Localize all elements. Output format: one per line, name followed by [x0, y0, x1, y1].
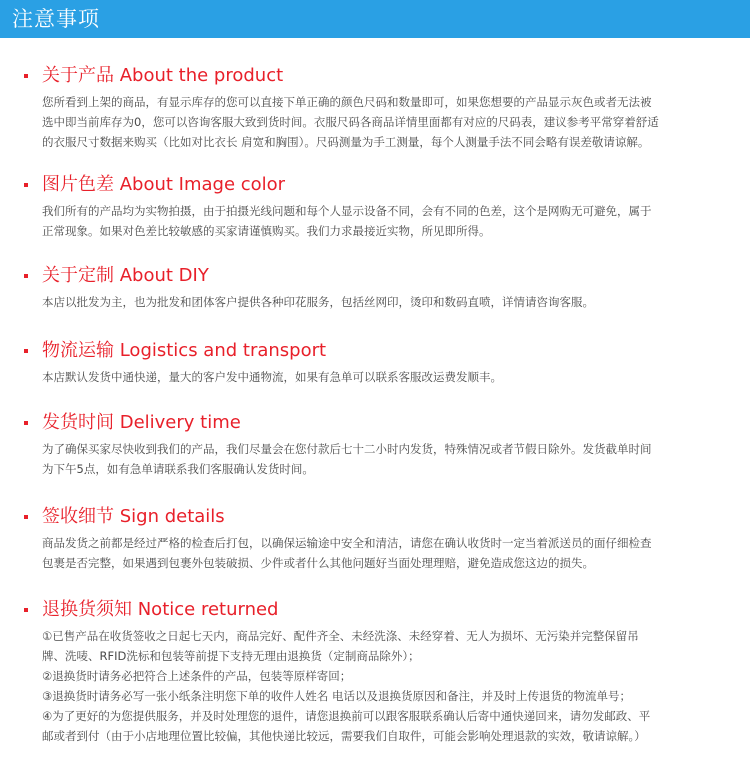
body-line: 为下午5点，如有急单请联系我们客服确认发货时间。: [42, 462, 314, 476]
body-line: 选中即当前库存为0，您可以咨询客服大致到货时间。衣服尺码各商品详情里面都有对应的尺码表，建议参考平常穿着舒适: [42, 115, 659, 129]
section-heading: [24, 64, 724, 88]
section-body: [42, 533, 724, 573]
section-image-color: [24, 173, 724, 241]
bullet-square-icon: [24, 74, 28, 78]
section-title: 关于产品 About the product: [42, 65, 284, 86]
section-heading: [24, 598, 724, 622]
body-line: 您所看到上架的商品，有显示库存的您可以直接下单正确的颜色尺码和数量即可，如果您想要的产品显示灰色或者无法被: [42, 95, 652, 109]
body-line: 商品发货之前都是经过严格的检查后打包，以确保运输途中安全和清洁，请您在确认收货时一定当着派送员的面仔细检查: [42, 536, 652, 550]
section-heading: [24, 505, 724, 529]
section-body: [42, 439, 724, 479]
section-body: [42, 201, 724, 241]
section-about-diy: [24, 264, 724, 312]
header-bar: [0, 0, 750, 38]
bullet-square-icon: [24, 183, 28, 187]
bullet-square-icon: [24, 421, 28, 425]
section-title: 退换货须知 Notice returned: [42, 599, 279, 620]
bullet-square-icon: [24, 349, 28, 353]
section-body: [42, 626, 724, 746]
bullet-square-icon: [24, 515, 28, 519]
body-line: 正常现象。如果对色差比较敏感的买家请谨慎购买。我们力求最接近实物，所见即所得。: [42, 224, 491, 238]
section-delivery-time: [24, 411, 724, 479]
body-line: 牌、洗唛、RFID洗标和包装等前提下支持无理由退换货（定制商品除外）；: [42, 649, 420, 663]
section-title: 关于定制 About DIY: [42, 265, 209, 286]
section-body: [42, 367, 724, 387]
body-line: 本店以批发为主，也为批发和团体客户提供各种印花服务，包括丝网印，烫印和数码直喷，详情请咨询客服。: [42, 295, 594, 309]
section-title: 签收细节 Sign details: [42, 506, 225, 527]
body-line: ②退换货时请务必把符合上述条件的产品，包装等原样寄回；: [42, 669, 352, 683]
section-sign-details: [24, 505, 724, 573]
section-heading: [24, 339, 724, 363]
body-line: 我们所有的产品均为实物拍摄，由于拍摄光线问题和每个人显示设备不同，会有不同的色差，这个是网购无可避免，属于: [42, 204, 652, 218]
section-heading: [24, 411, 724, 435]
bullet-square-icon: [24, 608, 28, 612]
section-heading: [24, 264, 724, 288]
body-line: 本店默认发货中通快递，量大的客户发中通物流，如果有急单可以联系客服改运费发顺丰。: [42, 370, 502, 384]
section-title: 物流运输 Logistics and transport: [42, 340, 327, 361]
section-body: [42, 92, 724, 152]
section-heading: [24, 173, 724, 197]
body-line: 包裹是否完整，如果遇到包裹外包装破损、少件或者什么其他问题好当面处理理赔，避免造成您这边的损失。: [42, 556, 594, 570]
section-logistics: [24, 339, 724, 387]
body-line: 邮或者到付（由于小店地理位置比较偏，其他快递比较远，需要我们自取件，可能会影响处理退款的实效，敬请谅解。）: [42, 729, 646, 743]
body-line: ③退换货时请务必写一张小纸条注明您下单的收件人姓名 电话以及退换货原因和备注，并及时上传退货的物流单号；: [42, 689, 631, 703]
section-body: [42, 292, 724, 312]
section-about-product: [24, 64, 724, 152]
section-title: 发货时间 Delivery time: [42, 412, 241, 433]
body-line: ④为了更好的为您提供服务，并及时处理您的退件，请您退换前可以跟客服联系确认后寄中通快递回来，请勿发邮政、平: [42, 709, 651, 723]
body-line: 的衣服尺寸数据来购买（比如对比衣长 肩宽和胸围）。尺码测量为手工测量，每个人测量手法不同会略有误差敬请谅解。: [42, 135, 650, 149]
page-title: 注意事项: [12, 7, 100, 31]
section-title: 图片色差 About Image color: [42, 174, 286, 195]
bullet-square-icon: [24, 274, 28, 278]
section-notice-returned: [24, 598, 724, 746]
body-line: 为了确保买家尽快收到我们的产品，我们尽量会在您付款后七十二小时内发货，特殊情况或者节假日除外。发货截单时间: [42, 442, 652, 456]
body-line: ①已售产品在收货签收之日起七天内，商品完好、配件齐全、未经洗涤、未经穿着、无人为损坏、无污染并完整保留吊: [42, 629, 639, 643]
